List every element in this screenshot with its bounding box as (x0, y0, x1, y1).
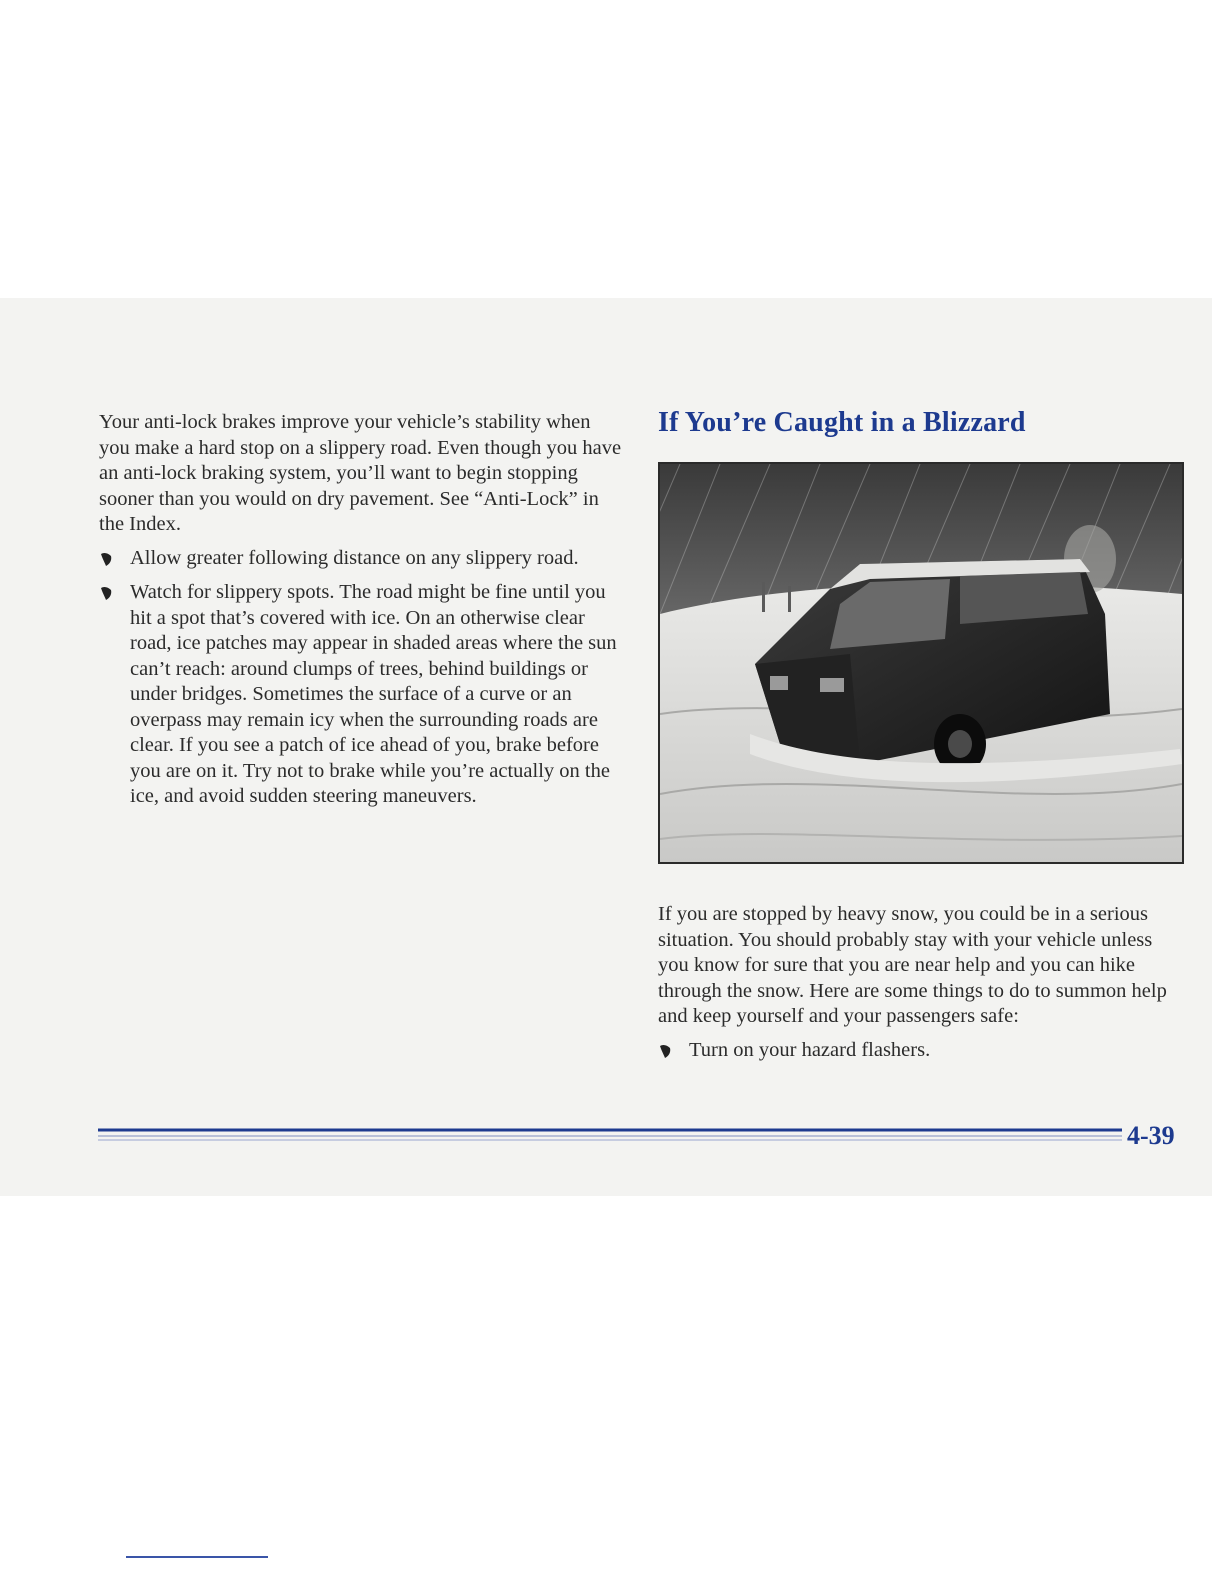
bullet-icon (658, 1043, 672, 1059)
footer-rule (98, 1127, 1122, 1143)
intro-paragraph: Your anti-lock brakes improve your vehicle’s stability when you make a hard stop on a slippery road. Even though you have an anti-lock braking system, you’ll want to begin stopping sooner than you would on dry pavement. See “Anti-Lock” in the Index. (99, 411, 622, 535)
left-column (99, 410, 624, 819)
bullet-icon (99, 585, 113, 601)
bullet-text: Watch for slippery spots. The road might be fine until you hit a spot that’s covered with ice. On an otherwise clear road, ice patches may appear in shaded areas where the sun can’t reach: around clumps of trees, behind buildings or under bridges. Sometimes the surface of a curve or an overpass may remain icy when the surrounding roads are clear. If you see a patch of ice ahead of you, brake before you are on it. Try not to brake while you’re actually on the ice, and avoid sudden steering maneuvers. (130, 581, 617, 807)
van-in-snow-image (660, 464, 1182, 862)
bullet-text: Turn on your hazard flashers. (689, 1038, 931, 1061)
list-item (99, 546, 624, 572)
right-column-body (658, 902, 1188, 1072)
list-item (658, 1038, 1188, 1064)
bullet-text: Allow greater following distance on any slippery road. (130, 546, 579, 569)
list-item (99, 580, 624, 810)
bottom-rule (126, 1556, 268, 1558)
section-heading: If You’re Caught in a Blizzard (658, 407, 1026, 438)
blizzard-van-illustration (658, 462, 1184, 864)
blizzard-paragraph: If you are stopped by heavy snow, you could be in a serious situation. You should probably stay with your vehicle unless you know for sure that you are near help and you can hike through the snow. Here are some things to do to summon help and keep yourself and your passengers safe: (658, 903, 1167, 1027)
page-number: 4-39 (1127, 1121, 1175, 1150)
right-column-header (658, 406, 1188, 440)
bullet-icon (99, 551, 113, 567)
